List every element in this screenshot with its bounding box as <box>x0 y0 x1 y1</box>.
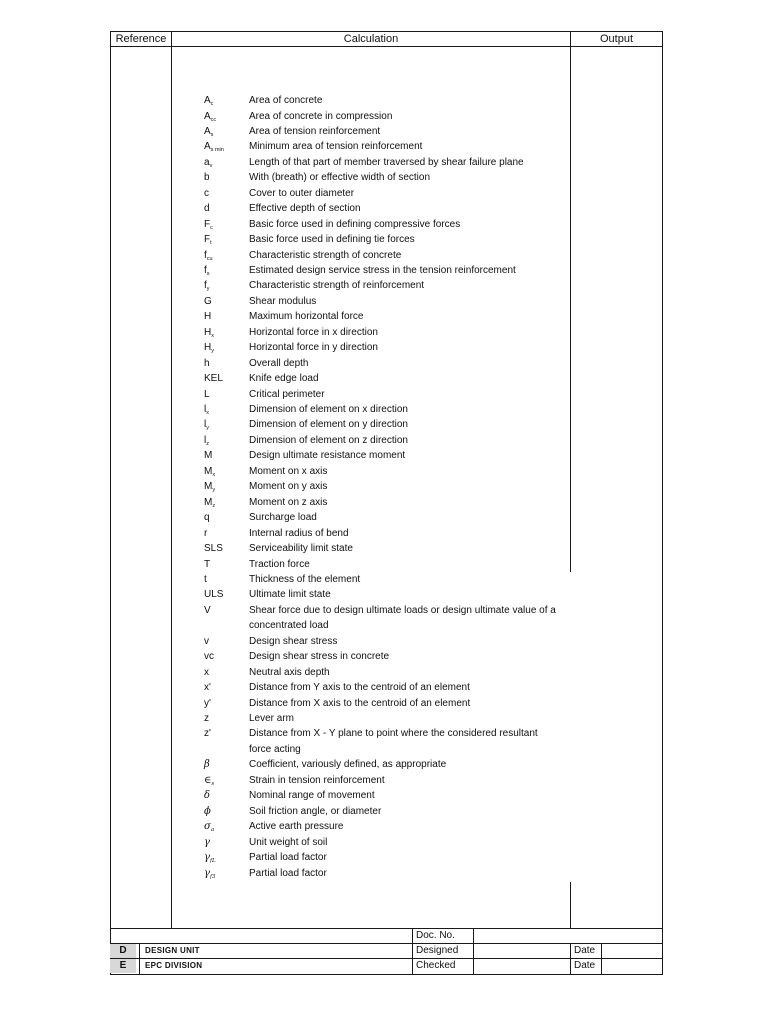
symbol-description: Length of that part of member traversed by shear failure plane <box>249 156 524 168</box>
symbol-description: Critical perimeter <box>249 388 325 400</box>
symbol-description: Basic force used in defining tie forces <box>249 234 415 245</box>
symbol-description: Shear force due to design ultimate loads or design ultimate value of a <box>249 604 556 616</box>
symbol-description: Horizontal force in x direction <box>249 326 378 338</box>
symbol-subscript: z <box>206 440 209 447</box>
symbol-description: Soil friction angle, or diameter <box>249 805 382 817</box>
symbol-base: T <box>204 558 211 570</box>
symbol-base: V <box>204 604 211 616</box>
symbol-base: h <box>204 357 210 369</box>
symbol-base: y' <box>204 697 211 709</box>
symbol-base: SLS <box>204 543 223 554</box>
symbol-description: Characteristic strength of reinforcement <box>249 280 425 292</box>
symbol-subscript: y <box>211 348 214 355</box>
symbol-base: L <box>204 388 210 400</box>
symbol-base: l <box>204 419 207 431</box>
symbol-description: concentrated load <box>249 620 329 632</box>
symbol-base: H <box>204 311 212 323</box>
symbol-base: t <box>204 574 207 585</box>
symbol-base: x' <box>204 682 211 694</box>
symbol-description: Overall depth <box>249 357 309 369</box>
symbol <box>204 465 215 482</box>
symbol-description: Traction force <box>249 558 310 570</box>
symbol-description: Dimension of element on y direction <box>249 419 408 431</box>
symbol-description: Area of tension reinforcement <box>249 125 381 137</box>
symbol-description: Neutral axis depth <box>249 666 330 678</box>
symbol-base: ϕ <box>204 805 211 817</box>
symbol-subscript: f3 <box>209 873 216 880</box>
symbol-base: q <box>204 512 210 524</box>
symbol-base: x <box>204 666 209 678</box>
symbol-subscript: y <box>212 487 216 494</box>
symbol-description: Partial load factor <box>249 852 327 863</box>
symbol-base: b <box>204 172 210 184</box>
footer-divider-date <box>570 943 571 974</box>
footer-divider-unit <box>139 943 140 974</box>
symbol-subscript: a <box>210 827 215 834</box>
table-right-border <box>662 31 663 974</box>
symbol <box>204 233 212 250</box>
symbol-base: A <box>204 110 211 122</box>
symbol-description: Moment on x axis <box>249 465 328 477</box>
symbol-description: Distance from X - Y plane to point where the considered resultant <box>249 728 538 740</box>
symbol <box>204 202 210 219</box>
symbol-base: M <box>204 450 213 462</box>
symbol-description: With (breath) or effective width of section <box>249 172 431 184</box>
symbol-base: vc <box>204 651 214 663</box>
symbol-base: H <box>204 326 212 338</box>
symbol-base: f <box>204 264 207 276</box>
symbol-base: β <box>204 759 210 771</box>
symbol-subscript: x <box>212 471 216 478</box>
symbol <box>204 604 211 621</box>
footer-divider-value <box>473 928 474 974</box>
symbol-subscript: s min <box>210 147 224 154</box>
date-label-checked: Date <box>574 960 596 971</box>
symbol <box>204 449 212 466</box>
symbol <box>204 558 210 575</box>
symbol-description: Design ultimate resistance moment <box>249 450 406 462</box>
header-reference: Reference <box>115 33 167 45</box>
symbol-subscript: v <box>209 162 213 169</box>
symbol-subscript: t <box>210 240 212 246</box>
symbol-description: Distance from X axis to the centroid of an element <box>249 697 471 709</box>
symbol-subscript: cc <box>210 116 217 123</box>
symbol-description: Knife edge load <box>249 373 319 385</box>
symbol <box>204 264 210 281</box>
symbol-subscript: x <box>211 332 214 339</box>
symbol-description: Basic force used in defining compressive forces <box>249 218 461 230</box>
symbol <box>204 851 216 868</box>
symbol-description: Distance from Y axis to the centroid of an element <box>249 682 470 694</box>
design-unit-label: DESIGN UNIT <box>145 946 200 955</box>
symbol-description: Moment on y axis <box>249 481 328 493</box>
symbol-description: Active earth pressure <box>249 821 344 833</box>
header-calculation: Calculation <box>343 33 399 45</box>
symbol <box>204 867 216 884</box>
symbol-description: Thickness of the element <box>249 574 361 585</box>
symbol-description: Ultimate limit state <box>249 589 331 601</box>
symbol-description: Area of concrete in compression <box>249 110 393 122</box>
reference-column-divider <box>171 31 172 928</box>
symbol-subscript: s <box>210 131 214 138</box>
symbol <box>204 94 213 111</box>
symbol-description: Horizontal force in y direction <box>249 342 378 354</box>
symbol-subscript: y <box>206 286 210 293</box>
symbol-base: F <box>204 234 211 245</box>
unit-letter-e: E <box>110 959 136 973</box>
checked-label: Checked <box>416 960 456 971</box>
symbol-description: Design shear stress <box>249 635 338 647</box>
symbol <box>204 542 223 559</box>
header-output: Output <box>599 33 634 45</box>
symbol-base: f <box>204 280 207 292</box>
symbol-description: Partial load factor <box>249 867 327 879</box>
designed-label: Designed <box>416 945 459 956</box>
symbol-description: Strain in tension reinforcement <box>249 774 385 786</box>
symbol-description: force acting <box>249 743 301 755</box>
symbol-base: M <box>204 496 213 508</box>
symbol-base: c <box>204 187 209 199</box>
footer-divider-date-value <box>601 943 602 974</box>
symbol <box>204 310 211 327</box>
symbol-base: H <box>204 342 212 354</box>
symbol-base: a <box>204 156 210 168</box>
symbol-subscript: cu <box>206 255 213 262</box>
symbol-description: Lever arm <box>249 713 295 724</box>
symbol-subscript: z <box>212 502 216 509</box>
symbol-description: Shear modulus <box>249 295 317 307</box>
footer-bottom-border <box>110 974 663 975</box>
symbol-base: A <box>204 125 211 137</box>
symbol-base: z' <box>204 728 211 740</box>
symbol-description: Moment on z axis <box>249 496 328 508</box>
symbol-description: Characteristic strength of concrete <box>249 249 402 261</box>
symbol-base: f <box>204 249 207 261</box>
symbol-description: Coefficient, variously defined, as appropriate <box>249 759 447 771</box>
symbol-base: ULS <box>204 589 224 601</box>
symbol-base: G <box>204 295 212 307</box>
symbol-base: z <box>204 713 209 724</box>
symbol <box>204 697 211 714</box>
symbol-description: Estimated design service stress in the tension reinforcement <box>249 264 516 276</box>
symbol-description: Area of concrete <box>249 95 323 106</box>
symbol-description: Internal radius of bend <box>249 527 349 539</box>
symbol-base: l <box>204 434 207 446</box>
symbol-description: Effective depth of section <box>249 203 361 215</box>
symbol-description: Unit weight of soil <box>249 836 328 848</box>
symbol-subscript: c <box>210 224 213 231</box>
symbol <box>204 156 212 173</box>
symbol-description: Dimension of element on x direction <box>249 404 408 415</box>
symbol <box>204 511 210 528</box>
symbol-subscript: s <box>211 780 215 787</box>
symbol-subscript: y <box>206 425 209 432</box>
symbol-description: Design shear stress in concrete <box>249 651 390 663</box>
symbol-description: Nominal range of movement <box>249 790 375 802</box>
symbol-base: v <box>204 635 209 647</box>
symbol-base: ∈ <box>204 774 212 786</box>
footer-divider-doc <box>412 928 413 974</box>
symbol <box>204 140 224 157</box>
symbol-subscript: s <box>206 270 210 277</box>
symbol-base: M <box>204 481 213 493</box>
symbol-description: Cover to outer diameter <box>249 187 355 199</box>
symbol <box>204 774 214 791</box>
doc-no-label: Doc. No. <box>416 930 455 941</box>
symbol-base: A <box>204 95 211 106</box>
symbol-description: Minimum area of tension reinforcement <box>249 141 423 153</box>
symbol <box>204 666 209 683</box>
epc-division-label: EPC DIVISION <box>145 961 203 970</box>
symbol <box>204 727 211 744</box>
symbol-base: M <box>204 465 213 477</box>
symbol-description: Maximum horizontal force <box>249 311 364 323</box>
symbol-base: r <box>204 527 208 539</box>
symbol-base: γ <box>204 836 210 848</box>
footer-top-border <box>110 928 663 929</box>
symbol-base: γ <box>204 867 210 879</box>
date-label-designed: Date <box>574 945 596 956</box>
symbol <box>204 820 214 837</box>
symbol-base: A <box>204 141 211 153</box>
table-left-border <box>110 31 111 974</box>
symbol-description: Serviceability limit state <box>249 543 353 554</box>
unit-letter-d: D <box>110 944 136 958</box>
output-column-divider-lower <box>570 882 571 928</box>
symbol-base: KEL <box>204 373 223 385</box>
symbol <box>204 372 223 389</box>
symbol-base: l <box>204 404 207 415</box>
symbol-description: Dimension of element on z direction <box>249 434 408 446</box>
symbol-subscript: fL <box>209 858 216 864</box>
symbol-base: γ <box>204 852 210 863</box>
symbol <box>204 418 209 435</box>
symbol-subscript: x <box>206 410 209 416</box>
symbol-description: Surcharge load <box>249 512 317 524</box>
symbol <box>204 279 210 296</box>
symbol-base: δ <box>204 790 211 802</box>
output-column-divider-upper <box>570 31 571 572</box>
symbol-base: d <box>204 203 210 215</box>
symbol-base: σ <box>204 821 211 833</box>
symbol-subscript: c <box>210 101 214 107</box>
symbol <box>204 357 210 374</box>
symbol-base: F <box>204 218 211 230</box>
